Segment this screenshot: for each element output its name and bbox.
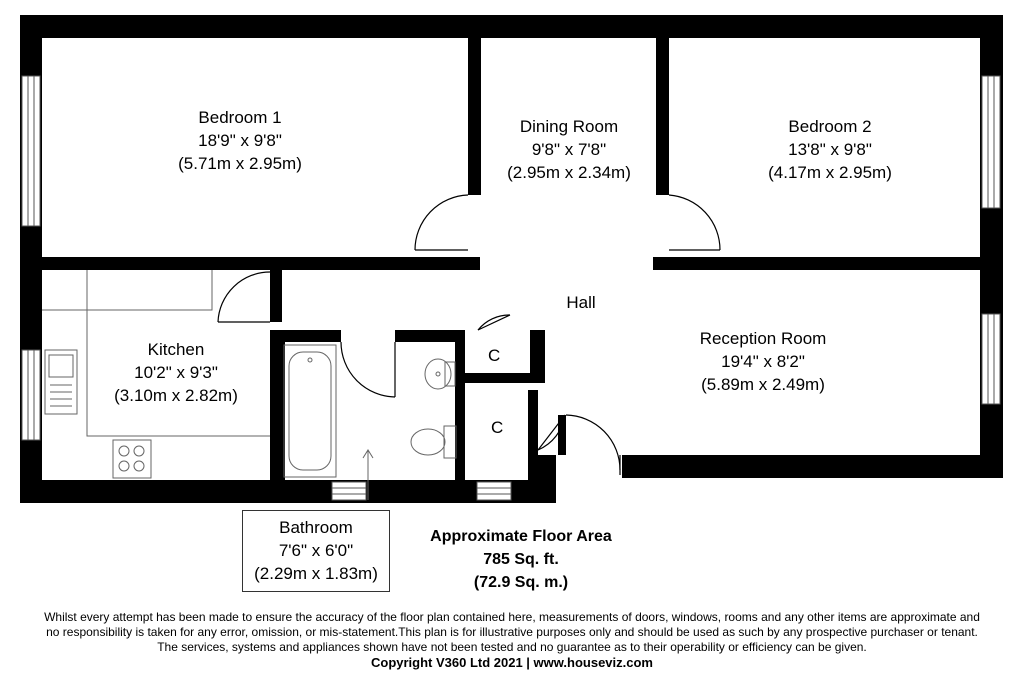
bathroom-metric: (2.29m x 1.83m)	[254, 564, 378, 583]
bedroom1-metric: (5.71m x 2.95m)	[178, 154, 302, 173]
reception-room-label	[663, 327, 863, 396]
copyright: Copyright V360 Ltd 2021 | www.houseviz.com	[370, 655, 653, 670]
disclaimer-line-2: no responsibility is taken for any error, omission, or mis-statement.This plan is for illustrative purposes only and should be used as such by any prospective purchaser or tenant.	[46, 625, 978, 639]
disclaimer-line-3: The services, systems and appliances shown have not been tested and no guarantee as to their operability or efficiency can be given.	[157, 640, 867, 654]
floor-area-sqft: 785 Sq. ft.	[483, 551, 559, 568]
closet-2-label: C	[491, 418, 504, 437]
dining-room-metric: (2.95m x 2.34m)	[507, 163, 631, 182]
bathroom-name: Bathroom	[279, 518, 353, 537]
kitchen-name: Kitchen	[147, 340, 205, 359]
dining-room-imperial: 9'8" x 7'8"	[531, 140, 607, 159]
dining-room-label	[469, 115, 669, 184]
kitchen-imperial: 10'2" x 9'3"	[134, 363, 218, 382]
floor-area-summary	[410, 525, 632, 594]
kitchen-metric: (3.10m x 2.82m)	[114, 386, 238, 405]
reception-room-name: Reception Room	[699, 329, 827, 348]
bedroom1-name: Bedroom 1	[198, 108, 282, 127]
hall-name: Hall	[566, 293, 596, 312]
bathroom-fittings	[284, 345, 456, 500]
hall-label	[541, 291, 621, 314]
bedroom1-label	[140, 106, 340, 175]
bedroom1-imperial: 18'9" x 9'8"	[198, 131, 282, 150]
disclaimer	[10, 610, 1014, 655]
floor-area-title: Approximate Floor Area	[430, 528, 612, 545]
bathroom-imperial: 7'6" x 6'0"	[278, 541, 354, 560]
closet-1-label: C	[488, 346, 501, 365]
floor-area-sqm: (72.9 Sq. m.)	[473, 574, 569, 591]
kitchen-label	[76, 338, 276, 407]
bedroom2-label	[730, 115, 930, 184]
walls	[20, 15, 1003, 503]
bedroom2-imperial: 13'8" x 9'8"	[788, 140, 872, 159]
bathroom-label	[242, 510, 390, 592]
reception-room-metric: (5.89m x 2.49m)	[701, 375, 825, 394]
dining-room-name: Dining Room	[519, 117, 619, 136]
disclaimer-line-1: Whilst every attempt has been made to ensure the accuracy of the floor plan contained here, measurements of doors, windows, rooms and any other items are approximate and	[44, 610, 980, 624]
bedroom2-metric: (4.17m x 2.95m)	[768, 163, 892, 182]
reception-room-imperial: 19'4" x 8'2"	[721, 352, 805, 371]
bedroom2-name: Bedroom 2	[788, 117, 872, 136]
